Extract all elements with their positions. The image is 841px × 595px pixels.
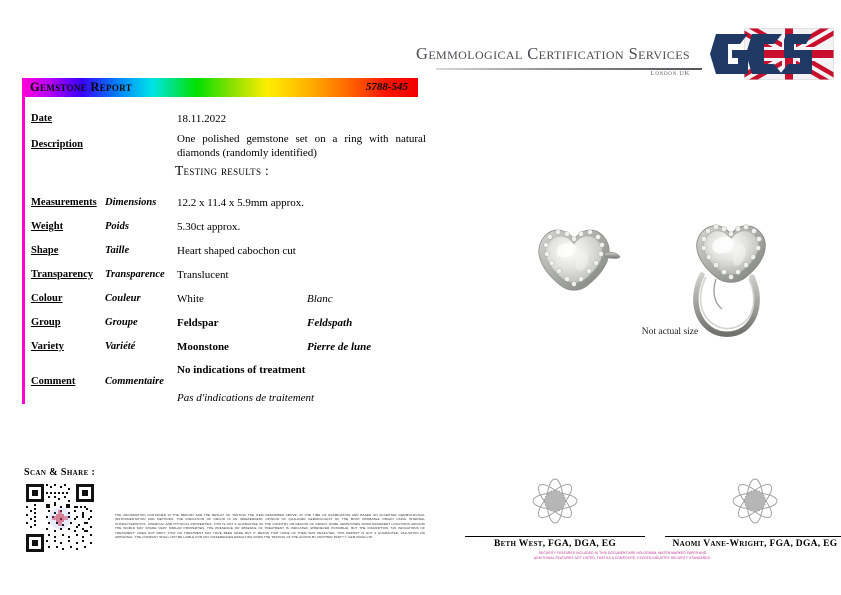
measurements-value: 12.2 x 11.4 x 5.9mm approx. — [177, 197, 304, 209]
report-title-bar — [22, 78, 418, 97]
report-body — [22, 97, 426, 407]
report-number: 5788-545 — [365, 81, 408, 93]
variety-value-fr: Pierre de lune — [307, 341, 372, 353]
weight-value: 5.30ct approx. — [177, 221, 241, 233]
comment-value-fr: Pas d'indications de traitement — [177, 392, 315, 404]
scan-share-label: Scan & Share : — [24, 467, 96, 478]
description-value: One polished gemstone set on a ring with natural diamonds (randomly identified) — [177, 133, 426, 159]
signatory-name-2: Naomi Vane-Wright, FGA, DGA, EG — [672, 539, 838, 549]
colour-value-fr: Blanc — [307, 293, 333, 305]
moonstone-diamond-ring-photo — [696, 224, 765, 334]
security-seal-flower — [524, 470, 586, 532]
security-seal-flower — [724, 470, 786, 532]
shape-label-fr: Taille — [105, 245, 130, 256]
measurements-label-en: Measurements — [31, 197, 97, 208]
gem-photo-caption: Not actual size — [641, 327, 699, 337]
comment-label-fr: Commentaire — [105, 376, 164, 387]
signatory-name-1: Beth West, FGA, DGA, EG — [493, 539, 617, 549]
signature-line-2 — [665, 536, 841, 537]
gem-photographs — [510, 215, 830, 345]
date-value: 18.11.2022 — [177, 113, 227, 125]
comment-label-en: Comment — [31, 376, 76, 387]
transparency-value: Translucent — [177, 269, 229, 281]
group-label-en: Group — [31, 317, 61, 328]
shape-value: Heart shaped cabochon cut — [177, 245, 296, 257]
variety-label-en: Variety — [31, 341, 64, 352]
shape-label-en: Shape — [31, 245, 59, 256]
weight-label-en: Weight — [31, 221, 64, 232]
colour-label-fr: Couleur — [105, 293, 141, 304]
colour-value-en: White — [177, 293, 204, 305]
variety-value-en: Moonstone — [177, 341, 229, 353]
measurements-label-fr: Dimensions — [105, 197, 157, 208]
disclaimer-text: THE INFORMATION CONTAINED IN THE REPORT ARE THE RESULT OF TESTING THE ITEM DESCRIBED ABOVE, AT THE TIME OF EXAMINATION AND BASED ON ACCEPTED GEMMOLOGICAL INSTRUMENTATION AND METHODS. THE INDICATION OF ORIGIN IS AN INDEPENDENT OPINION OF QUALIFIED GEMMOLOGIST OF THE MOST PROBABLE ORIGIN USING INTERNAL CHARACTERISTICS, CHEMICAL AND PHYSICAL PROPERTIES. THIS IS NOT A GUARANTEE OF THE COUNTRY OR REGION OF ORIGIN. SOME GEMSTONES FROM DIFFERENT LOCATIONS AROUND THE WORLD MAY SHARE VERY SIMILAR PROPERTIES. THE PRESENCE OR ABSENCE OF TREATMENT IS INDICATED (WHENEVER POSSIBLE), BUT THE INSCRIPTION "NO INDICATIONS OF TREATMENT" DOES NOT IMPLY THAT NO TREATMENT MAY HAVE BEEN MADE BUT IT MEANS THAT NONE OF THEM WAS DETECTED. THIS REPORT IS NOT A GUARANTEE, VALUATION OR APPRAISAL. THE COMPANY SHALL NOT BE LIABLE FOR ANY DIFFERENCES RESULTING FROM THE TESTING OF THE GOODS BY ANOTHER PARTY.© GEM ROAD LTD — [115, 513, 425, 540]
comment-value-en: No indications of treatment — [177, 364, 306, 376]
security-features-note: SECURITY FEATURES INCLUDED IN THIS DOCUMENT ARE HOLOGRAM, WATER MARKED PAPER AND ADDITIONAL FEATURES NOT LISTED, THAT AS A COMPOSITE, EXCEED INDUSTRY SECURITY STANDARDS. — [534, 551, 711, 560]
signature-line-1 — [465, 536, 645, 537]
document-header — [416, 22, 830, 84]
date-label: Date — [31, 113, 52, 124]
variety-label-fr: Variété — [105, 341, 136, 352]
group-value-en: Feldspar — [177, 317, 219, 329]
transparency-label-en: Transparency — [31, 269, 94, 280]
weight-label-fr: Poids — [105, 221, 129, 232]
testing-results-heading: Testing results : — [174, 163, 270, 178]
gcs-union-jack-logo — [708, 24, 836, 84]
description-label: Description — [31, 139, 83, 150]
report-title: Gemstone Report — [30, 80, 132, 94]
qr-code[interactable] — [24, 482, 96, 554]
group-value-fr: Feldspath — [307, 317, 353, 329]
transparency-label-fr: Transparence — [105, 269, 165, 280]
heart-cabochon-stone-photo — [539, 230, 620, 291]
brand-subtitle: London UK — [650, 70, 690, 77]
group-label-fr: Groupe — [105, 317, 138, 328]
colour-label-en: Colour — [31, 293, 63, 304]
brand-title: Gemmological Certification Services — [416, 44, 690, 63]
